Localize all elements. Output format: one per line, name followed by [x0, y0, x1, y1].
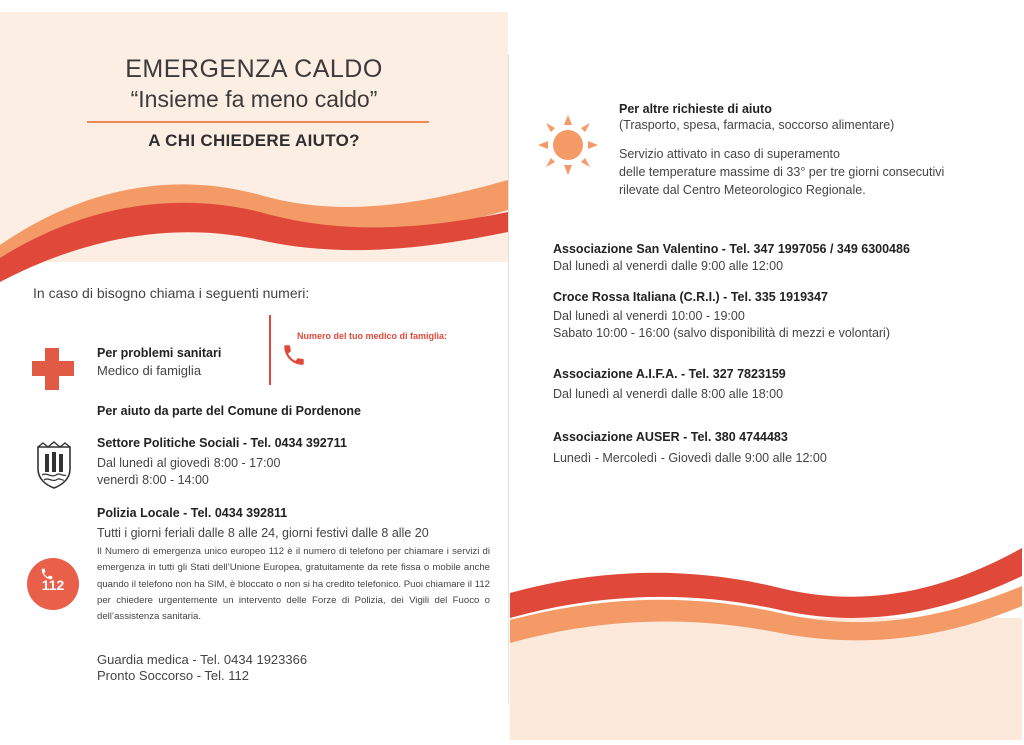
badge-number: 112 — [41, 577, 65, 593]
health-subtitle: Medico di famiglia — [97, 363, 202, 378]
association-hours: Dal lunedì al venerdì dalle 8:00 alle 18:00 — [553, 387, 784, 401]
association-hours: Lunedì - Mercoledì - Giovedì dalle 9:00 alle 12:00 — [553, 451, 827, 465]
coat-of-arms-icon — [35, 441, 73, 489]
bottom-wave-decoration — [510, 548, 1022, 658]
police-name: Polizia Locale - Tel. 0434 392811 — [97, 506, 288, 520]
doctor-number-note: Numero del tuo medico di famiglia: — [297, 331, 448, 341]
emergency-112-badge — [27, 558, 79, 610]
medical-cross-icon-bar — [32, 361, 74, 376]
service-line-1: Servizio attivato in caso di superamento — [619, 147, 840, 161]
top-wave-decoration — [0, 150, 508, 285]
comune-title: Per aiuto da parte del Comune di Pordenone — [97, 404, 361, 418]
service-line-2: delle temperature massime di 33° per tre giorni consecutivi — [619, 165, 945, 179]
association-hours: Sabato 10:00 - 16:00 (salvo disponibilità di mezzi e volontari) — [553, 326, 890, 340]
association-hours: Dal lunedì al venerdì dalle 9:00 alle 12:00 — [553, 259, 784, 273]
association-name: Croce Rossa Italiana (C.R.I.) - Tel. 335 1919347 — [553, 290, 828, 304]
social-hours-1: Dal lunedì al giovedì 8:00 - 17:00 — [97, 456, 281, 470]
association-hours: Dal lunedì al venerdì 10:00 - 19:00 — [553, 309, 745, 323]
intro-text: In caso di bisogno chiama i seguenti numeri: — [33, 285, 310, 301]
page-fold — [508, 55, 509, 703]
association-name: Associazione A.I.F.A. - Tel. 327 7823159 — [553, 367, 786, 381]
pronto-soccorso: Pronto Soccorso - Tel. 112 — [97, 668, 249, 683]
social-hours-2: venerdì 8:00 - 14:00 — [97, 473, 209, 487]
association-name: Associazione San Valentino - Tel. 347 1997056 / 349 6300486 — [553, 242, 910, 256]
page-title: EMERGENZA CALDO — [125, 55, 383, 83]
service-line-3: rilevate dal Centro Meteorologico Regionale. — [619, 183, 866, 197]
vertical-separator — [269, 315, 271, 385]
title-divider — [87, 121, 429, 123]
association-name: Associazione AUSER - Tel. 380 4744483 — [553, 430, 788, 444]
guardia-medica: Guardia medica - Tel. 0434 1923366 — [97, 652, 308, 667]
other-help-title: Per altre richieste di aiuto — [619, 102, 772, 116]
sun-icon — [537, 114, 599, 176]
page-subtitle: “Insieme fa meno caldo” — [130, 86, 378, 112]
phone-icon — [281, 342, 307, 368]
section-heading: A CHI CHIEDERE AIUTO? — [148, 131, 360, 150]
police-hours: Tutti i giorni feriali dalle 8 alle 24, giorni festivi dalle 8 alle 20 — [97, 526, 429, 540]
social-services-name: Settore Politiche Sociali - Tel. 0434 392711 — [97, 436, 347, 450]
health-title: Per problemi sanitari — [97, 346, 222, 360]
emergency-112-description: Il Numero di emergenza unico europeo 112 è il numero di telefono per chiamare i servizi di emergenza in tutti gli Stati dell’Unione Europea, gratuitamente da rete fissa o mobile anche quando il telefono non ha SIM, è bloccato o non si ha credito telefonico. Puoi chiamare il 112 per chiedere urgentemente un intervento delle Forze di Polizia, dei Vigili del Fuoco o dell’assistenza sanitaria. — [97, 546, 490, 623]
other-help-subtitle: (Trasporto, spesa, farmacia, soccorso alimentare) — [619, 118, 895, 132]
